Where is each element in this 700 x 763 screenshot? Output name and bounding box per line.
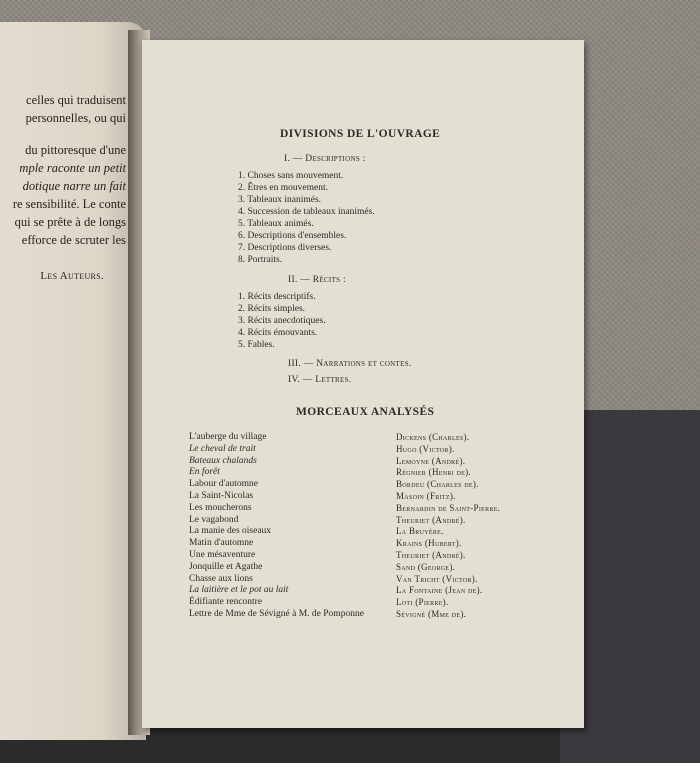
morceau-title: Matin d'automne	[189, 538, 254, 549]
morceau-author: La Bruyère.	[396, 526, 444, 537]
morceau-title: Chasse aux lions	[189, 573, 253, 584]
morceau-title: Jonquille et Agathe	[189, 561, 263, 572]
left-line: dotique narre un fait	[22, 179, 126, 193]
morceau-title: Labour d'automne	[189, 479, 258, 490]
right-page	[142, 40, 584, 728]
morceau-title: Le vagabond	[189, 514, 239, 525]
morceau-author: Bordeu (Charles de).	[396, 479, 479, 490]
left-line: personnelles, ou qui	[25, 111, 126, 125]
left-line: mple raconte un petit	[19, 161, 126, 175]
morceau-title: Les moucherons	[189, 502, 252, 513]
morceau-author: Theuriet (André).	[396, 550, 466, 560]
division-item: 1. Choses sans mouvement.	[238, 171, 344, 181]
division-item: 5. Tableaux animés.	[238, 219, 314, 229]
division-item: 2. Récits simples.	[238, 304, 306, 314]
morceau-title: En forêt	[189, 467, 220, 478]
morceau-author: Régnier (Henri de).	[396, 467, 471, 478]
left-line: efforce de scruter les	[21, 233, 126, 247]
division-item: 7. Descriptions diverses.	[238, 243, 332, 253]
division-item: 2. Êtres en mouvement.	[238, 183, 328, 193]
division-item: 5. Fables.	[238, 340, 275, 350]
division-item: 3. Tableaux inanimés.	[238, 195, 322, 205]
morceau-author: Lemoyne (André).	[396, 455, 466, 466]
division-item: 6. Descriptions d'ensembles.	[238, 231, 347, 241]
morceau-title: La manie des oiseaux	[189, 526, 272, 537]
left-signature: Les Auteurs.	[40, 270, 104, 282]
left-line: qui se prête à de longs	[14, 215, 126, 229]
morceau-author: Loti (Pierre).	[396, 597, 449, 608]
division-item: 4. Récits émouvants.	[238, 328, 318, 338]
division-item: 3. Récits anecdotiques.	[238, 316, 326, 326]
left-line: re sensibilité. Le conte	[12, 197, 126, 211]
left-page	[0, 22, 146, 740]
morceau-title: La Saint-Nicolas	[189, 491, 254, 501]
morceau-author: Sand (George).	[396, 561, 456, 572]
morceau-author: Dickens (Charles).	[396, 432, 470, 442]
morceau-author: La Fontaine (Jean de).	[396, 585, 483, 596]
morceau-title: Bateaux chalands	[189, 455, 257, 466]
morceau-title: Le cheval de trait	[189, 443, 256, 454]
morceau-author: Bernardin de Saint-Pierre.	[396, 502, 501, 513]
morceau-author: Theuriet (André).	[396, 514, 466, 525]
morceau-title: La laitière et le pot au lait	[189, 585, 289, 596]
left-line: celles qui traduisent	[26, 93, 126, 107]
morceau-author: Van Tricht (Victor).	[396, 573, 478, 584]
morceaux-title: MORCEAUX ANALYSÉS	[296, 406, 435, 418]
morceau-title: Une mésaventure	[189, 550, 256, 560]
morceau-author: Krains (Hubert).	[396, 538, 462, 549]
division-item: 1. Récits descriptifs.	[238, 292, 316, 302]
section-heading-narrations: III. — Narrations et contes.	[288, 359, 412, 369]
section-heading-recits: II. — Récits :	[288, 275, 346, 285]
section-heading-descriptions: I. — Descriptions :	[284, 154, 366, 164]
morceau-author: Masoin (Fritz).	[396, 491, 456, 501]
morceau-author: Sévigné (Mme de).	[396, 609, 467, 619]
morceau-title: Édifiante rencontre	[189, 597, 263, 608]
left-line: du pittoresque d'une	[25, 143, 126, 157]
division-item: 8. Portraits.	[238, 255, 283, 265]
morceau-title: L'auberge du village	[189, 432, 267, 442]
morceau-author: Hugo (Victor).	[396, 443, 455, 454]
morceau-title: Lettre de Mme de Sévigné à M. de Pomponne	[189, 609, 364, 619]
section-heading-lettres: IV. — Lettres.	[288, 375, 352, 385]
divisions-title: DIVISIONS DE L'OUVRAGE	[280, 128, 441, 140]
division-item: 4. Succession de tableaux inanimés.	[238, 207, 375, 217]
